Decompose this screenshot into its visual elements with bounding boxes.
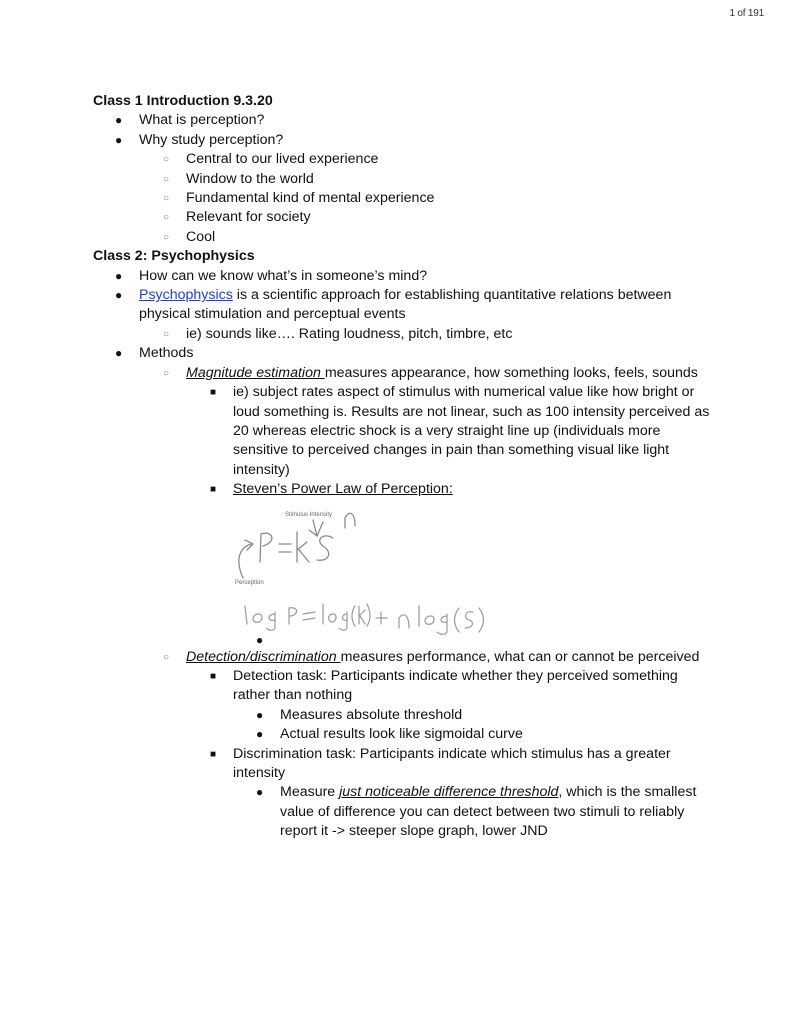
bullet-circle-icon: ○ <box>163 651 170 663</box>
bullet-disc-icon: ● <box>115 288 123 303</box>
bullet-square-icon: ■ <box>210 387 217 399</box>
bullet-circle-icon: ○ <box>163 328 170 340</box>
list-item <box>93 364 713 383</box>
list-item-text: Methods <box>139 345 194 362</box>
bullet-disc-icon: ● <box>256 785 264 800</box>
page-indicator: 1 of 191 <box>729 8 764 19</box>
list-item-text: Fundamental kind of mental experience <box>186 190 435 207</box>
bullet-square-icon: ■ <box>210 670 217 682</box>
bullet-circle-icon: ○ <box>163 193 170 205</box>
list-item-text: Measure <box>280 784 340 801</box>
list-item-text: ie) sounds like…. Rating loudness, pitch, timbre, etc <box>186 325 513 342</box>
list-item <box>93 344 713 363</box>
glyph-n <box>345 513 355 528</box>
power-law-handwritten-figure <box>233 500 713 648</box>
bullet-disc-icon: ● <box>115 132 123 147</box>
section-heading-class-2: Class 2: Psychophysics <box>93 248 255 265</box>
list-item-text: How can we know what’s in someone’s mind? <box>139 267 428 284</box>
bullet-disc-icon: ● <box>115 113 123 128</box>
list-item <box>93 208 713 227</box>
list-item <box>93 480 713 499</box>
magnitude-estimation-term: Magnitude estimation <box>186 364 325 381</box>
list-item <box>93 383 713 480</box>
bullet-disc-icon: ● <box>115 268 123 283</box>
list-item <box>93 706 713 725</box>
list-item <box>93 189 713 208</box>
list-item-text: measures appearance, how something looks, feels, sounds <box>324 364 698 381</box>
list-item-text: Relevant for society <box>186 209 311 226</box>
list-item <box>93 286 713 325</box>
bullet-square-icon: ■ <box>210 484 217 496</box>
list-item-text: Why study perception? <box>139 131 284 148</box>
handwriting-drawing <box>233 500 533 648</box>
glyph-k <box>297 532 309 562</box>
section-heading-class-1: Class 1 Introduction 9.3.20 <box>93 93 273 109</box>
list-item <box>93 150 713 169</box>
list-item-text: Detection task: Participants indicate whether they perceived something rather than nothing <box>233 667 678 704</box>
perception-label: Perception <box>235 579 264 586</box>
bullet-circle-icon: ○ <box>163 173 170 185</box>
list-item <box>93 725 713 744</box>
list-item-text: What is perception? <box>139 112 265 129</box>
bullet-disc-icon: ● <box>256 707 264 722</box>
list-item-text: , which is the smallest value of difference you can detect between two stimuli to reliably report it -> steeper slope graph, lower JND <box>280 784 697 840</box>
document-body <box>93 92 713 842</box>
power-law-label: Steven’s Power Law of Perception: <box>233 481 453 498</box>
list-item-text: Discrimination task: Participants indicate which stimulus has a greater intensity <box>233 745 671 781</box>
list-item <box>93 267 713 286</box>
list-item-text: Window to the world <box>186 170 314 187</box>
glyph-S <box>317 535 333 559</box>
list-item <box>93 745 713 784</box>
bullet-circle-icon: ○ <box>163 367 170 379</box>
list-item <box>93 131 713 150</box>
glyph-P <box>260 533 272 562</box>
equation-2-strokes <box>245 604 484 634</box>
class-1-list <box>93 111 713 247</box>
curved-arrow <box>239 544 251 578</box>
bullet-disc-icon: ● <box>115 346 123 361</box>
list-item-text: Central to our lived experience <box>186 151 379 168</box>
list-item-text: Actual results look like sigmoidal curve <box>280 726 523 743</box>
psychophysics-link[interactable]: Psychophysics <box>139 287 233 304</box>
list-item <box>93 783 713 841</box>
glyph-equals <box>279 544 291 552</box>
list-item <box>93 325 713 344</box>
bullet-circle-icon: ○ <box>163 154 170 166</box>
list-item <box>93 111 713 130</box>
jnd-term: just noticeable difference threshold <box>339 784 559 801</box>
class-2-list <box>93 267 713 500</box>
stimulus-intensity-label: Stimulus Intensity <box>285 511 333 518</box>
bullet-circle-icon: ○ <box>163 231 170 243</box>
detection-list <box>93 648 713 842</box>
list-item-text: Cool <box>186 228 216 245</box>
list-item <box>93 170 713 189</box>
bullet-disc-icon: ● <box>256 727 264 742</box>
list-item-text: ie) subject rates aspect of stimulus with numerical value like how bright or loud something is. Results are not linear, such as 100 intensity perceived as 20 whereas electric shock is a very straight line up (individuals more sensitive to perceived changes in pain than something visual like light intensity) <box>233 384 710 478</box>
list-item-text: is a scientific approach for establishing quantitative relations between physical stimulation and perceptual events <box>139 287 672 323</box>
list-item <box>93 648 713 667</box>
bullet-circle-icon: ○ <box>163 212 170 224</box>
bullet-disc-icon: ● <box>256 632 264 647</box>
bullet-square-icon: ■ <box>210 748 217 760</box>
equation-1-strokes <box>239 513 355 578</box>
list-item <box>93 228 713 247</box>
list-item-text: Measures absolute threshold <box>280 706 463 723</box>
detection-discrimination-term: Detection/discrimination <box>186 648 341 665</box>
list-item-text: measures performance, what can or cannot be perceived <box>340 648 700 665</box>
list-item <box>93 667 713 706</box>
